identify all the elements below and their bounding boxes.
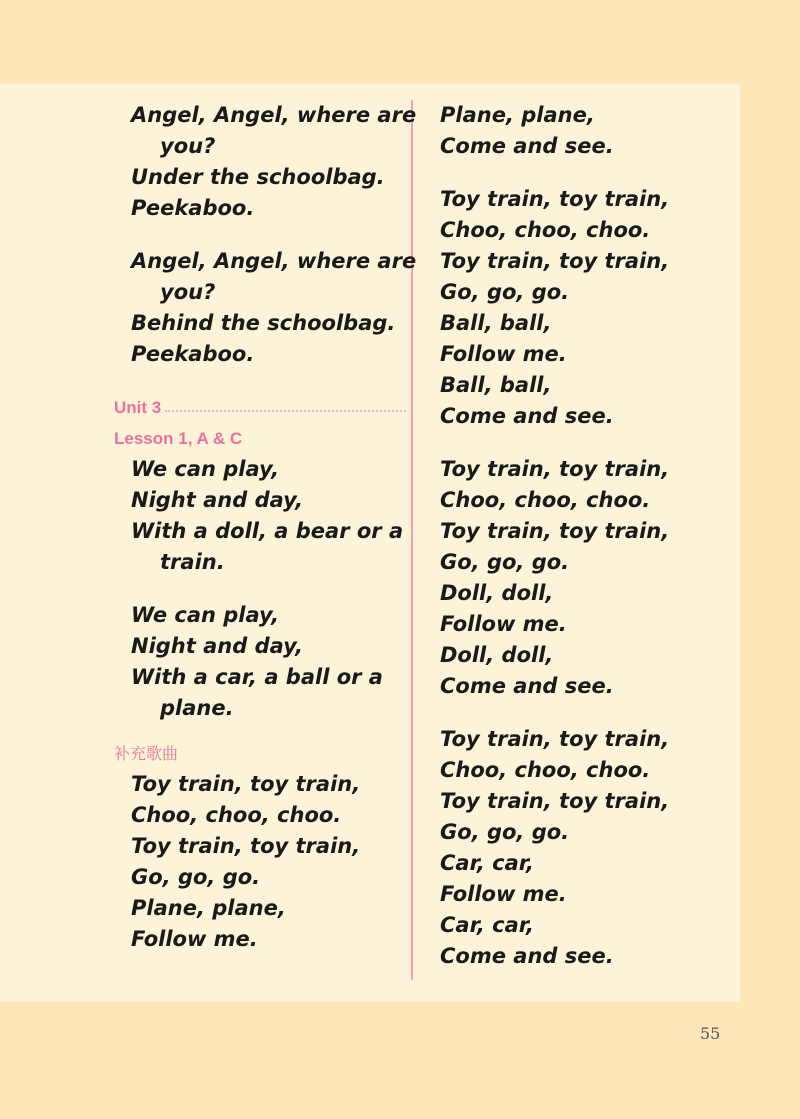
- lesson-heading: Lesson 1, A & C: [114, 429, 243, 448]
- lyric-line: Come and see.: [440, 944, 614, 968]
- lyric-line: Go, go, go.: [440, 820, 570, 844]
- lyric-line: Choo, choo, choo.: [440, 218, 651, 242]
- lyric-line: Peekaboo.: [131, 196, 255, 220]
- lyric-line: Toy train, toy train,: [131, 834, 361, 858]
- lyric-line: Car, car,: [440, 913, 535, 937]
- supplement-heading: 补充歌曲: [114, 744, 179, 763]
- lyric-line: Toy train, toy train,: [440, 789, 670, 813]
- lyrics-stanza: [440, 454, 730, 702]
- lyric-line: Come and see.: [440, 674, 614, 698]
- lyric-line: plane.: [160, 696, 234, 720]
- unit-heading-text: Unit 3: [114, 398, 162, 417]
- lyric-line: Come and see.: [440, 404, 614, 428]
- lyrics-stanza: [440, 724, 730, 972]
- lyric-line: Come and see.: [440, 134, 614, 158]
- right-column: [440, 100, 730, 972]
- lyric-line: Angel, Angel, where are: [131, 249, 417, 273]
- lyric-line: We can play,: [131, 603, 280, 627]
- lyric-line: Peekaboo.: [131, 342, 255, 366]
- lyric-line: With a doll, a bear or a: [131, 519, 404, 543]
- lyrics-stanza: [440, 100, 730, 162]
- lyrics-stanza: [114, 454, 406, 578]
- dotted-rule: [165, 410, 406, 412]
- lyric-line: We can play,: [131, 457, 280, 481]
- lyric-line: Under the schoolbag.: [131, 165, 385, 189]
- left-column: [114, 100, 417, 955]
- lyric-line: With a car, a ball or a: [131, 665, 383, 689]
- lyric-line: Behind the schoolbag.: [131, 311, 396, 335]
- lyric-line: train.: [160, 550, 225, 574]
- lyric-line: Ball, ball,: [440, 373, 552, 397]
- lyric-line: Go, go, go.: [440, 550, 570, 574]
- lyric-line: Go, go, go.: [440, 280, 570, 304]
- lyric-line: Choo, choo, choo.: [440, 488, 651, 512]
- lyric-line: Doll, doll,: [440, 581, 554, 605]
- lyric-line: Follow me.: [440, 342, 567, 366]
- lyric-line: Choo, choo, choo.: [440, 758, 651, 782]
- lyric-line: Plane, plane,: [440, 103, 595, 127]
- lyric-line: Toy train, toy train,: [440, 727, 670, 751]
- lyric-line: you?: [160, 134, 216, 158]
- lyrics-stanza: [114, 246, 417, 370]
- lyrics-stanza: [114, 600, 406, 724]
- lyric-line: you?: [160, 280, 216, 304]
- lyric-line: Plane, plane,: [131, 896, 286, 920]
- lyric-line: Toy train, toy train,: [131, 772, 361, 796]
- lyric-line: Toy train, toy train,: [440, 519, 670, 543]
- lyric-line: Go, go, go.: [131, 865, 261, 889]
- lyric-line: Car, car,: [440, 851, 535, 875]
- lyric-line: Ball, ball,: [440, 311, 552, 335]
- lyric-line: Angel, Angel, where are: [131, 103, 417, 127]
- lyric-line: Choo, choo, choo.: [131, 803, 342, 827]
- lyrics-stanza: [114, 100, 417, 224]
- lyric-line: Follow me.: [440, 882, 567, 906]
- lyric-line: Doll, doll,: [440, 643, 554, 667]
- lyrics-stanza: [114, 769, 406, 955]
- page-number: 55: [700, 1024, 721, 1043]
- column-divider: [411, 100, 413, 980]
- lyric-line: Follow me.: [131, 927, 258, 951]
- lyric-line: Night and day,: [131, 488, 304, 512]
- lyric-line: Night and day,: [131, 634, 304, 658]
- lyric-line: Toy train, toy train,: [440, 457, 670, 481]
- lyric-line: Follow me.: [440, 612, 567, 636]
- lyrics-stanza: [440, 184, 730, 432]
- lyric-line: Toy train, toy train,: [440, 249, 670, 273]
- lyric-line: Toy train, toy train,: [440, 187, 670, 211]
- unit-heading: [114, 392, 406, 423]
